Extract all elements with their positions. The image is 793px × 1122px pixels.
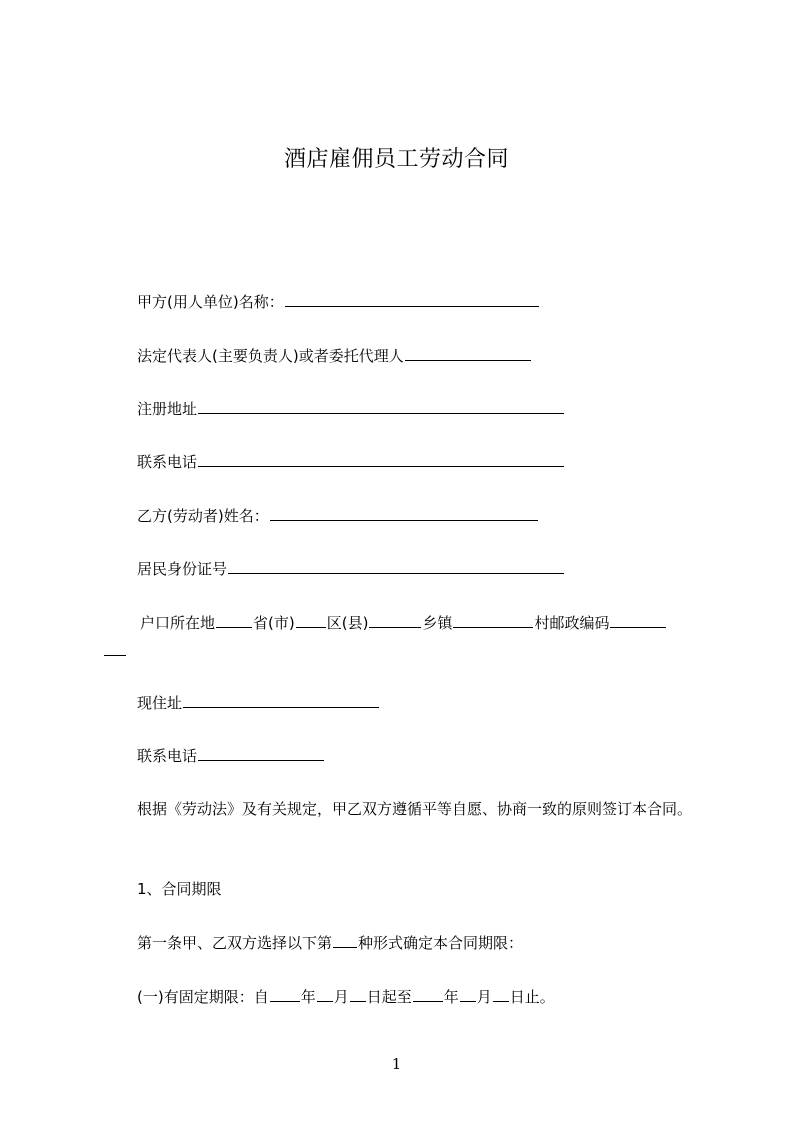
household-village-blank[interactable] <box>453 612 533 628</box>
term-fixed-year1-blank[interactable] <box>270 986 300 1002</box>
preamble-paragraph <box>104 797 704 821</box>
term-fixed-day-to: 日止。 <box>509 988 555 1006</box>
id-number-line <box>137 558 565 579</box>
legal-rep-blank[interactable] <box>405 345 531 361</box>
party-b-name-blank[interactable] <box>270 505 538 521</box>
term-fixed-line <box>137 986 555 1007</box>
household-postcode-label: 村邮政编码 <box>534 614 610 632</box>
reg-address-label: 注册地址 <box>137 400 198 418</box>
household-line <box>140 612 667 633</box>
article-1-suffix: 种形式确定本合同期限： <box>358 934 524 952</box>
term-fixed-day-from: 日起至 <box>366 988 412 1006</box>
phone-b-label: 联系电话 <box>137 747 198 765</box>
phone-a-blank[interactable] <box>198 451 564 467</box>
legal-rep-label: 法定代表人(主要负责人)或者委托代理人 <box>137 347 404 365</box>
section-1-heading <box>137 879 222 899</box>
household-province-blank[interactable] <box>216 612 252 628</box>
party-b-name-line <box>137 505 539 526</box>
term-fixed-day1-blank[interactable] <box>350 986 366 1002</box>
current-address-line <box>137 692 380 713</box>
article-1-line <box>137 932 523 953</box>
party-a-name-label: 甲方(用人单位)名称： <box>137 293 284 311</box>
party-a-name-blank[interactable] <box>285 291 539 307</box>
article-1-blank[interactable] <box>333 932 357 948</box>
party-b-name-label: 乙方(劳动者)姓名： <box>137 507 269 525</box>
household-postcode-blank[interactable] <box>610 612 666 628</box>
party-a-name-line <box>137 291 540 312</box>
phone-a-line <box>137 451 565 472</box>
reg-address-blank[interactable] <box>198 398 564 414</box>
page-number: 1 <box>391 1055 402 1073</box>
household-postcode-blank-cont[interactable] <box>104 640 126 656</box>
legal-rep-line <box>137 345 532 366</box>
term-fixed-month2: 月 <box>476 988 492 1006</box>
household-district-blank[interactable] <box>296 612 326 628</box>
preamble-text: 根据《劳动法》及有关规定，甲乙双方遵循平等自愿、协商一致的原则签订本合同。 <box>137 800 693 818</box>
term-fixed-year2-blank[interactable] <box>413 986 443 1002</box>
id-number-blank[interactable] <box>228 558 564 574</box>
household-province-label: 省(市) <box>253 614 295 632</box>
section-1-text: 1、合同期限 <box>137 880 222 898</box>
term-fixed-year1: 年 <box>300 988 316 1006</box>
term-fixed-prefix: (一)有固定期限：自 <box>137 988 269 1006</box>
current-address-blank[interactable] <box>183 692 379 708</box>
id-number-label: 居民身份证号 <box>137 560 228 578</box>
term-fixed-year2: 年 <box>443 988 459 1006</box>
term-fixed-day2-blank[interactable] <box>493 986 509 1002</box>
household-district-label: 区(县) <box>326 614 369 632</box>
phone-b-line <box>137 745 325 766</box>
term-fixed-month1: 月 <box>333 988 349 1006</box>
phone-a-label: 联系电话 <box>137 453 198 471</box>
household-label: 户口所在地 <box>140 614 216 632</box>
household-town-blank[interactable] <box>369 612 421 628</box>
household-town-label: 乡镇 <box>422 614 453 632</box>
article-1-prefix: 第一条甲、乙双方选择以下第 <box>137 934 333 952</box>
household-postcode-blank-wrap <box>104 640 126 660</box>
term-fixed-month2-blank[interactable] <box>460 986 476 1002</box>
current-address-label: 现住址 <box>137 694 183 712</box>
document-title: 酒店雇佣员工劳动合同 <box>283 147 509 172</box>
reg-address-line <box>137 398 565 419</box>
phone-b-blank[interactable] <box>198 745 324 761</box>
term-fixed-month1-blank[interactable] <box>317 986 333 1002</box>
